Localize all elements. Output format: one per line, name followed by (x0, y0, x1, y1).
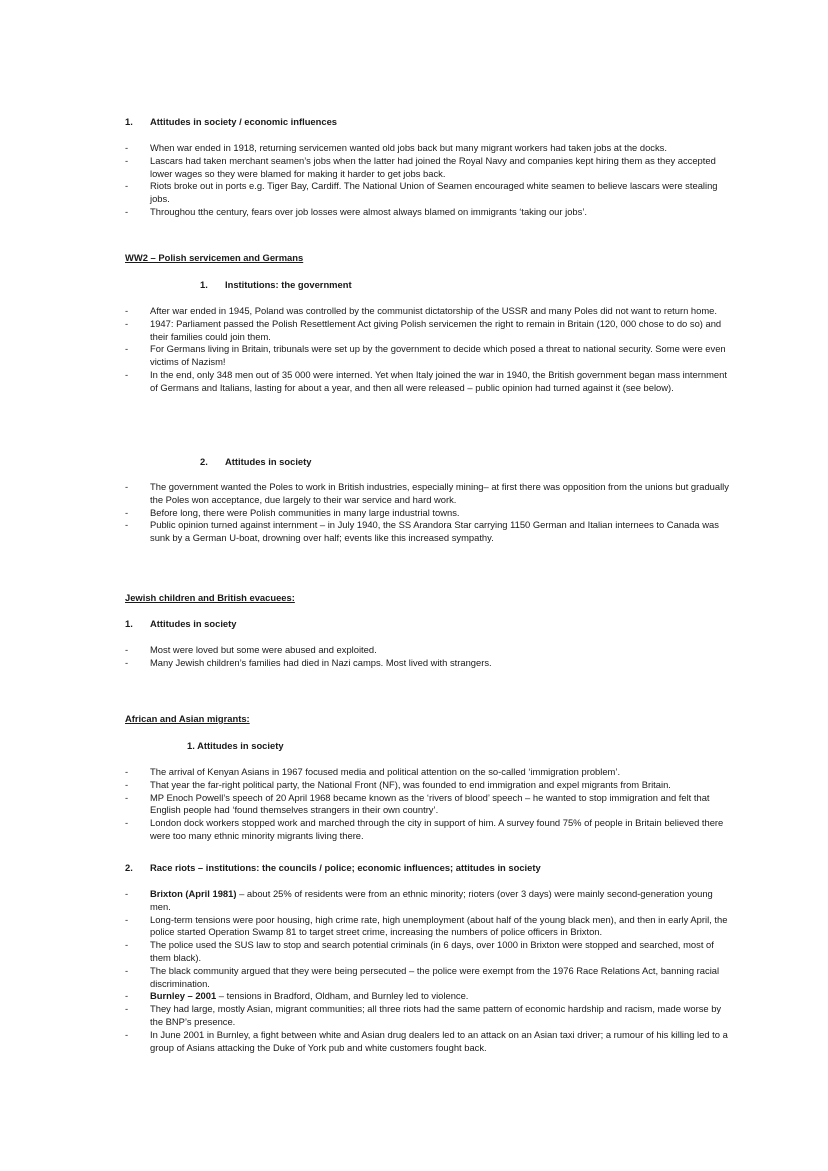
subheading-attitudes-jewish: 1. Attitudes in society (125, 618, 237, 629)
list-item: - Long-term tensions were poor housing, high crime rate, high unemployment (about half of the young black men), and then in early April, the police started Operation Swamp 81 to target street crime, increasing the numbers of police officers in Brixton. (125, 914, 730, 940)
list-item-brixton: - Brixton (April 1981) – about 25% of residents were from an ethnic minority; rioters (over 3 days) were mainly second-generation young men. (125, 888, 730, 914)
list-item: - Many Jewish children’s families had died in Nazi camps. Most lived with strangers. (125, 657, 730, 670)
subheading-institutions-government: 1. Institutions: the government (200, 279, 352, 290)
list-item: - 1947: Parliament passed the Polish Resettlement Act giving Polish servicemen the right to remain in Britain (120, 000 chose to do so) and their families could join them. (125, 318, 730, 344)
list-item: - Riots broke out in ports e.g. Tiger Bay, Cardiff. The National Union of Seamen encouraged white seamen to believe lascars were stealing jobs. (125, 180, 730, 206)
list-item: - Lascars had taken merchant seamen’s jobs when the latter had joined the Royal Navy and companies kept hiring them as they accepted lower wages so they were blamed for making it harder to get jobs back. (125, 155, 730, 181)
bullet-list-ww2-government (125, 305, 730, 395)
list-item-burnley: - Burnley – 2001 – tensions in Bradford, Oldham, and Burnley led to violence. (125, 990, 730, 1003)
section-heading-attitudes-economic: 1. Attitudes in society / economic influences (125, 116, 338, 127)
subheading-race-riots: 2. Race riots – institutions: the councils / police; economic influences; attitudes in society (125, 862, 541, 873)
list-item: - After war ended in 1945, Poland was controlled by the communist dictatorship of the USSR and many Poles did not want to return home. (125, 305, 730, 318)
bullet-list-ww2-attitudes (125, 481, 730, 545)
list-item: - For Germans living in Britain, tribunals were set up by the government to decide which posed a threat to national security. Some were even victims of Nazism! (125, 343, 730, 369)
list-item: - The government wanted the Poles to work in British industries, especially mining– at first there was opposition from the unions but gradually the Poles won acceptance, due largely to their war service and hard work. (125, 481, 730, 507)
list-item: - The police used the SUS law to stop and search potential criminals (in 6 days, over 1000 in Brixton were stopped and searched, most of them black). (125, 939, 730, 965)
ww2-heading: WW2 – Polish servicemen and Germans (125, 252, 304, 263)
bullet-list-ww1 (125, 142, 730, 219)
list-item: - Throughou tthe century, fears over job losses were almost always blamed on immigrants ‘taking our jobs’. (125, 206, 730, 219)
bullet-list-african-attitudes (125, 766, 730, 843)
burnley-label: Burnley – 2001 (150, 990, 217, 1002)
african-asian-heading: African and Asian migrants: (125, 713, 250, 724)
list-item: - The black community argued that they were being persecuted – the police were exempt from the 1976 Race Relations Act, banning racial discrimination. (125, 965, 730, 991)
list-item: - That year the far-right political party, the National Front (NF), was founded to end immigration and expel migrants from Britain. (125, 779, 730, 792)
list-item: - In the end, only 348 men out of 35 000 were interned. Yet when Italy joined the war in 1940, the British government began mass internment of Germans and Italians, lasting for about a year, and then all were released – public opinion had turned against it (see below). (125, 369, 730, 395)
list-item: - When war ended in 1918, returning servicemen wanted old jobs back but many migrant workers had taken jobs at the docks. (125, 142, 730, 155)
list-item: - In June 2001 in Burnley, a fight between white and Asian drug dealers led to an attack on an Asian taxi driver; a rumour of his killing led to a group of Asians attacking the Duke of York pub and white customers fought back. (125, 1029, 730, 1055)
subheading-attitudes-african-asian: 1. Attitudes in society (187, 740, 284, 751)
subheading-attitudes-ww2: 2. Attitudes in society (200, 456, 312, 467)
list-item: - Before long, there were Polish communities in many large industrial towns. (125, 507, 730, 520)
brixton-label: Brixton (April 1981) (150, 888, 237, 899)
list-item: - MP Enoch Powell’s speech of 20 April 1968 became known as the ‘rivers of blood’ speech – he wanted to stop immigration and felt that English people had ‘found themselves strangers in their own country’. (125, 792, 730, 818)
bullet-list-race-riots (125, 888, 730, 1054)
list-item: - London dock workers stopped work and marched through the city in support of him. A survey found 75% of people in Britain believed there were too many ethnic minority migrants living there. (125, 817, 730, 843)
bullet-list-jewish (125, 644, 730, 670)
list-item: - Public opinion turned against internment – in July 1940, the SS Arandora Star carrying 1150 German and Italian internees to Canada was sunk by a German U-boat, drowning over half; events like this increased sympathy. (125, 519, 730, 545)
jewish-children-heading: Jewish children and British evacuees: (125, 592, 295, 603)
list-item: - The arrival of Kenyan Asians in 1967 focused media and political attention on the so-called ‘immigration problem’. (125, 766, 730, 779)
list-item: - They had large, mostly Asian, migrant communities; all three riots had the same pattern of economic hardship and racism, made worse by the BNP’s presence. (125, 1003, 730, 1029)
list-item: - Most were loved but some were abused and exploited. (125, 644, 730, 657)
